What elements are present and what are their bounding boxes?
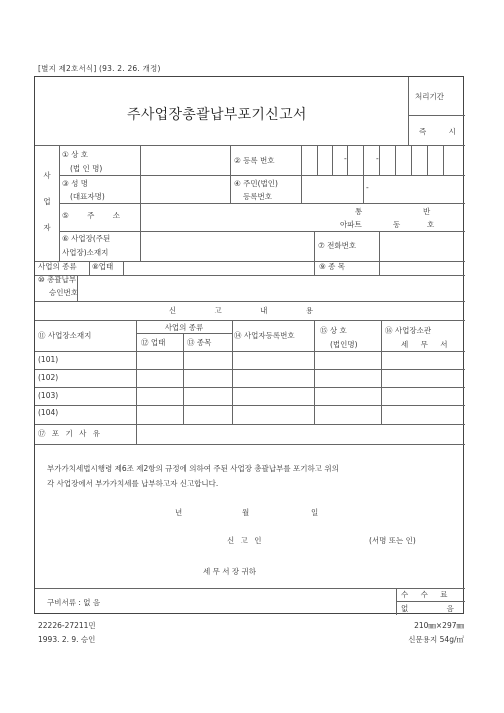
form-number-note: [별지 제2호서식] (93. 2. 26. 개정) [38,64,161,73]
registration-number-label: ② 등록 번호 [234,156,275,165]
fee-value: 없 음 [401,604,472,613]
address-field[interactable] [141,204,464,231]
processing-period-label: 처리기간 [415,92,444,101]
address-tong-label: 통 [355,207,363,216]
signature-label: (서명 또는 인) [369,536,416,545]
table-row[interactable] [65,388,464,405]
form-code: 22226-27211민 [38,621,96,630]
tax-office-column-header: ⑯ 사업장소관 [385,326,432,335]
registration-dash-2: - [376,154,379,163]
statement-line-1: 부가가치세법시행령 제6조 제2항의 규정에 의하여 주된 사업장 총괄납부를 포기하고 위의 [47,464,339,473]
approval-number-sublabel: 승인번호 [49,288,78,297]
applicant-section-label: 사 업 자 [43,171,51,232]
trade-name-sublabel: (법 인 명) [70,164,103,173]
business-type-column-header: 사업의 종류 [164,323,204,332]
address-ban-label: 반 [423,207,431,216]
table-row[interactable] [65,352,464,369]
business-item-field[interactable] [380,262,464,275]
applicant-label: 신 고 인 [227,536,264,545]
paper-weight: 신문용지 54g/㎡ [408,635,464,644]
trade-name-column-subheader: (법인명) [330,340,358,349]
representative-name-field[interactable] [141,176,229,203]
abandonment-reason-field[interactable] [137,425,464,444]
date-day-label: 일 [311,508,319,517]
item-column-header: ⑬ 종목 [187,338,212,347]
business-location-sublabel: 사업장)소재지 [62,248,109,257]
category-column-header: ⑫ 업태 [141,338,166,347]
paper-size: 210㎜×297㎜ [414,621,464,630]
business-category-label: ⑧업태 [92,262,114,271]
address-apt-label: 아파트 [340,220,362,229]
table-row[interactable] [65,370,464,387]
address-ho-label: 호 [427,220,435,229]
registration-column-header: ⑭ 사업자등록번호 [234,331,295,340]
address-dong-label: 동 [393,220,401,229]
business-item-label: ⑨ 종 목 [319,262,345,271]
approval-number-field[interactable] [78,276,464,301]
processing-period-value: 즉 시 [419,127,466,136]
registration-dash-1: - [344,154,347,163]
table-row-label-3: (103) [38,391,59,400]
approval-date: 1993. 2. 9. 승인 [38,635,96,644]
business-location-label: ⑥ 사업장(주된 [62,234,111,243]
abandonment-reason-label: ⑰ 포 기 사 유 [38,429,103,438]
date-year-label: 년 [175,508,183,517]
statement-line-2: 각 사업장에서 부가가치세를 납부하고자 신고합니다. [47,479,219,488]
report-section-title: 신 고 내 용 [168,306,332,315]
table-row-label-4: (104) [38,408,59,417]
table-row-label-2: (102) [38,373,59,382]
table-row-label-1: (101) [38,355,59,364]
trade-name-field[interactable] [141,146,229,175]
resident-id-label: ④ 주민(법인) [234,179,278,188]
tax-office-column-subheader: 세 무 서 [401,340,453,349]
business-type-label: 사업의 종류 [38,262,77,271]
phone-label: ⑦ 전화번호 [318,241,357,250]
business-category-field[interactable] [124,262,313,275]
representative-name-sublabel: (대표자명) [70,192,105,201]
trade-name-column-header: ⑮ 상 호 [320,326,347,335]
representative-name-label: ③ 성 명 [62,179,88,188]
location-column-header: ⑪ 사업장소재지 [38,331,92,340]
address-label: ⑤ 주 소 [62,211,128,220]
trade-name-label: ① 상 호 [62,150,88,159]
required-documents-label: 구비서류 : 없 음 [47,598,101,607]
resident-id-field[interactable] [302,176,464,203]
phone-field[interactable] [380,232,464,261]
resident-id-dash: - [366,183,369,192]
registration-number-field[interactable] [302,146,464,175]
report-form [34,76,472,614]
addressee-label: 세 무 서 장 귀하 [203,567,257,576]
date-month-label: 월 [242,508,250,517]
business-location-field[interactable] [141,232,313,261]
form-title: 주사업장총괄납부포기신고서 [127,107,307,123]
fee-label: 수 수 료 [401,590,453,599]
table-row[interactable] [65,406,464,424]
resident-id-sublabel: 등록번호 [243,192,272,201]
approval-number-label: ⑩ 총괄납부 [38,275,77,284]
